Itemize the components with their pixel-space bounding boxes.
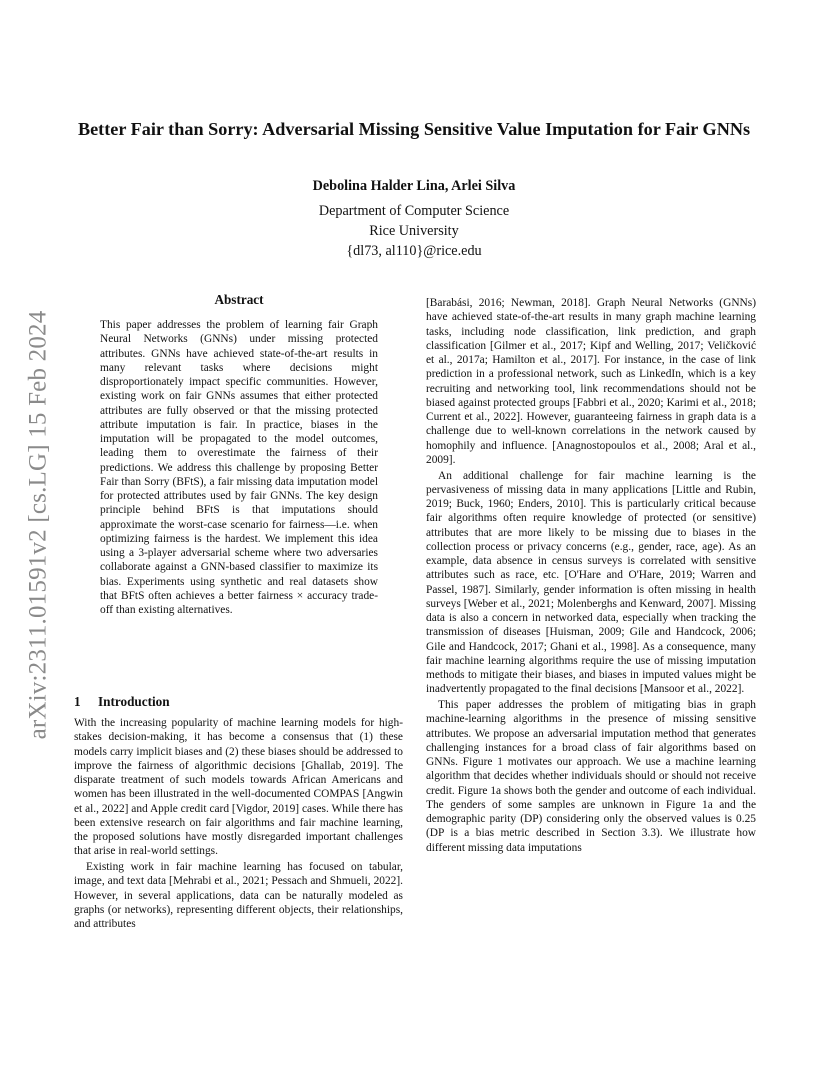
affiliation-block (60, 201, 768, 261)
abstract-body: This paper addresses the problem of learning fair Graph Neural Networks (GNNs) under missing protected attributes. GNNs have achieved state-of-the-art results in many relevant tasks where decisions might disproportionately impact specific communities. However, existing work on fair GNNs assumes that either protected attributes are fully observed or that the missing protected attribute imputation is fair. In practice, biases in the imputation will be propagated to the model outcomes, leading them to overestimate the fairness of their predictions. We address this challenge by proposing Better Fair than Sorry (BFtS), a fair missing data imputation model for protected attributes used by fair GNNs. The key design principle behind BFtS is that imputations should approximate the worst-case scenario for fairness—i.e. when optimizing fairness is the hardest. We implement this idea using a 3-player adversarial scheme where two adversaries collaborate against a GNN-based classifier to maximize its bias. Experiments using synthetic and real datasets show that BFtS often achieves a better fairness × accuracy trade-off than existing alternatives. (100, 319, 378, 616)
affiliation-email: {dl73, al110}@rice.edu (346, 243, 482, 259)
section-heading-introduction (74, 694, 170, 710)
intro-paragraph-1: With the increasing popularity of machine learning models for high-stakes decision-making, it has become a consensus that (1) these models carry implicit biases and (2) these biases should be addressed to improve the fairness of algorithmic decisions [Ghallab, 2019]. The disparate treatment of such models towards African Americans and women has been illustrated in the well-documented COMPAS [Angwin et al., 2022] and Apple credit card [Vigdor, 2019] cases. While there has been extensive research on fair algorithms and fair machine learning, the proposed solutions have mostly disregarded important challenges that arise in real-world settings. (74, 717, 403, 858)
arxiv-identifier-text: arXiv:2311.01591v2 [cs.LG] 15 Feb 2024 (24, 310, 51, 740)
section-title: Introduction (98, 694, 170, 709)
intro-paragraph-2: Existing work in fair machine learning has focused on tabular, image, and text data [Mehrabi et al., 2021; Pessach and Shmueli, 2022]. However, in several applications, data can be naturally modeled as graphs (or networks), representing different objects, their relationships, and attributes (74, 861, 403, 930)
affiliation-department: Department of Computer Science (318, 203, 510, 219)
affiliation-university: Rice University (369, 223, 459, 239)
paper-authors: Debolina Halder Lina, Arlei Silva (312, 178, 516, 194)
section-number: 1 (74, 694, 81, 709)
left-column-body (74, 716, 403, 931)
intro-paragraph-missing-data: An additional challenge for fair machine learning is the pervasiveness of missing data in many applications [Little and Rubin, 2019; Buck, 1960; Enders, 2010]. This is particularly critical because fair algorithms often require knowledge of protected (or sensitive) attributes that are more likely to be missing due to biases in the collection process or privacy concerns (e.g., gender, race, age). As an example, data absence in census surveys is correlated with sensitive attributes such as race, etc. [O'Hare and O'Hare, 2019; Warren and Passel, 1987]. Similarly, gender information is often missing in health surveys [Weber et al., 2021; Molenberghs and Kenward, 2007]. Missing data is also a concern in networked data, especially when tracking the transmission of diseases [Huisman, 2009; Gile and Handcock, 2006; Gile and Handcock, 2017; Ghani et al., 1998]. As a consequence, many fair machine learning algorithms require the use of missing imputation methods to mitigate their biases, and biases in imputed values might be inadvertently propagated to the final decisions [Mansoor et al., 2022]. (426, 469, 756, 696)
intro-paragraph-continued: [Barabási, 2016; Newman, 2018]. Graph Neural Networks (GNNs) have achieved state-of-the-art results in many graph machine learning tasks, including node classification, link prediction, and graph classification [Gilmer et al., 2017; Kipf and Welling, 2017; Veličković et al., 2017a; Hamilton et al., 2017]. For instance, in the case of link prediction in a professional network, such as LinkedIn, which is a key recruiting and networking tool, link recommendations should not be biased against protected groups [Fabbri et al., 2020; Karimi et al., 2018; Current et al., 2022]. However, guaranteeing fairness in graph data is a challenge due to well-known correlations in the network caused by homophily and influence. [Anagnostopoulos et al., 2008; Aral et al., 2009]. (426, 297, 756, 466)
intro-paragraph-this-paper: This paper addresses the problem of mitigating bias in graph machine-learning algorithms in the presence of missing sensitive attributes. We propose an adversarial imputation method that generates challenging instances for a broad class of fair algorithms based on GNNs. Figure 1 motivates our approach. We use a machine learning algorithm that decides whether individuals should or should not receive credit. Figure 1a shows both the gender and outcome of each individual. The genders of some samples are unknown in Figure 1a and the demographic parity (DP) considering only the observed values is 0.25 (DP is a bias metric described in Section 3.3). We illustrate how different missing data imputations (426, 699, 756, 854)
abstract-heading: Abstract (214, 292, 264, 307)
paper-title: Better Fair than Sorry: Adversarial Missing Sensitive Value Imputation for Fair GNNs (77, 119, 751, 139)
arxiv-identifier-stamp (22, 290, 54, 760)
right-column-body (426, 296, 756, 855)
